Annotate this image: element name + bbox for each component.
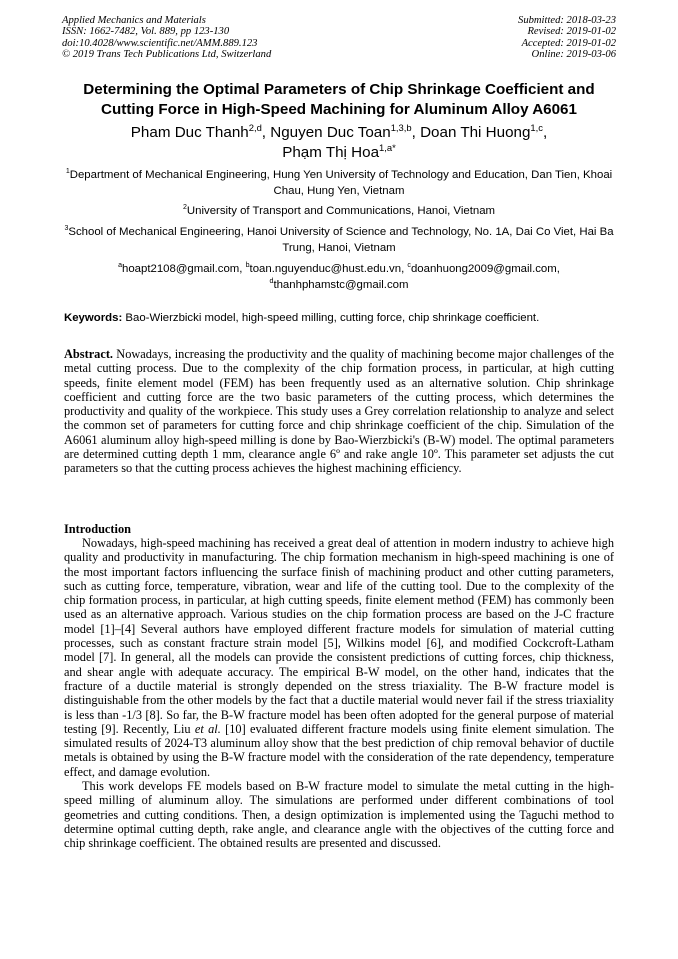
author-separator: , (411, 124, 421, 141)
header-left (62, 15, 271, 60)
author-affil-sup: 1,a* (379, 141, 396, 153)
section-heading-introduction: Introduction (64, 522, 131, 536)
online-date: Online: 2019-03-06 (531, 48, 616, 60)
title-line-2: Cutting Force in High-Speed Machining for Aluminum Alloy A6061 (101, 101, 577, 118)
email-address: hoapt2108@gmail.com, (121, 263, 246, 275)
doi: doi:10.4028/www.scientific.net/AMM.889.123 (62, 37, 258, 49)
paper-title (40, 80, 638, 120)
email-sup: c (407, 262, 411, 270)
intro-paragraph-1 (64, 536, 614, 779)
abstract-label: Abstract. (64, 347, 114, 361)
email-address: thanhphamstc@gmail.com (273, 278, 409, 291)
abstract-text: Nowadays, increasing the productivity and the quality of machining become major challenges of the metal cutting process. Due to the complexity of the chip formation process, in particular, at high cutting speeds, finite element model (FEM) has been frequently used as an alternative solution. Chip shrinkage coefficient and cutting force are the two basic parameters of the cutting process, which determines the productivity and quality of the workpiece. This study uses a Grey correlation relationship to analyze and select the common set of parameters for cutting force and chip shrinkage coefficient of the chip. Simulation of the A6061 aluminum alloy high-speed milling is done by Bao-Wierzbicki's (B-W) model. The optimal parameters are determined cutting depth 1 mm, clearance angle 6º and rake angle 10º. This parameter set adjusts the cut parameters so that the cutting process achieves the highest machining efficiency. (64, 347, 614, 476)
header-right (518, 15, 616, 60)
affiliation-text: University of Transport and Communications, Hanoi, Vietnam (186, 205, 496, 217)
affiliation-number: 2 (182, 204, 187, 212)
email-sup: d (269, 277, 274, 285)
keywords-label: Keywords: (64, 312, 123, 324)
affiliation-text: School of Mechanical Engineering, Hanoi University of Science and Technology, No. 1A, Dai Co Viet, Hai Ba Trung, Hanoi, Vietnam (68, 226, 614, 254)
author-affil-sup: 1,c (530, 121, 543, 133)
intro-text: [10] evaluated different fracture models using finite element simulation. The simulated results of 2024-T3 aluminum alloy show that the best prediction of chip removal behavior of ductile metals is obtained by using the B-W fracture model with the consideration of the rate dependency, temperature effect, and damage evolution. (64, 721, 615, 779)
author-name: Nguyen Duc Toan (270, 124, 391, 141)
intro-paragraph-2: This work develops FE models based on B-W fracture model to simulate the metal cutting in the high-speed milling of aluminum alloy. The simulations are performed under different combinations of tool geometries and cutting conditions. Then, a design optimization is implemented using the Taguchi method to determine optimal cutting depth, rake angle, and clearance angle with the objectives of the cutting force and chip shrinkage coefficient. The obtained results are presented and discussed. (64, 779, 614, 851)
author-emails (62, 262, 616, 293)
issn: ISSN: 1662-7482, Vol. 889, pp 123-130 (62, 26, 230, 38)
author-name: Pham Duc Thanh (130, 124, 249, 141)
author-line-2 (40, 143, 638, 163)
affiliation-2 (62, 204, 616, 220)
author-affil-sup: 1,3,b (390, 121, 412, 133)
affiliation-number: 3 (64, 225, 69, 233)
abstract (64, 347, 614, 476)
intro-italic: et al. (194, 721, 221, 736)
copyright: © 2019 Trans Tech Publications Ltd, Switzerland (62, 48, 272, 60)
author-name: Phạm Thị Hoa (282, 144, 380, 161)
affiliation-number: 1 (65, 168, 70, 176)
affiliation-3 (62, 225, 616, 256)
submitted-date: Submitted: 2018-03-23 (518, 15, 616, 26)
journal-name: Applied Mechanics and Materials (62, 15, 206, 26)
title-line-1: Determining the Optimal Parameters of Chip Shrinkage Coefficient and (83, 81, 595, 98)
email-line-2 (62, 278, 616, 294)
revised-date: Revised: 2019-01-02 (527, 26, 616, 38)
author-separator: , (261, 124, 271, 141)
email-sup: b (245, 262, 250, 270)
email-line-1 (62, 262, 616, 278)
author-affil-sup: 2,d (248, 121, 262, 133)
email-address: doanhuong2009@gmail.com, (410, 263, 560, 275)
author-name: Doan Thi Huong (420, 124, 531, 141)
affiliation-1 (62, 168, 616, 199)
keywords (64, 311, 618, 326)
author-list (40, 123, 638, 163)
author-line-1 (40, 123, 638, 143)
keywords-text: Bao-Wierzbicki model, high-speed milling, cutting force, chip shrinkage coefficient. (122, 312, 540, 324)
email-address: toan.nguyenduc@hust.edu.vn, (249, 263, 408, 275)
intro-text: Nowadays, high-speed machining has received a great deal of attention in modern industry to achieve high quality and productivity in manufacturing. The chip formation mechanism in high-speed machining is one of the most important factors influencing the surface finish of machining product and other cutting parameters, such as cutting force, temperature, vibration, wear and life of the cutting tool. Due to the complexity of the chip formation process, in particular, at high cutting speeds, finite element method (FEM) has commonly been used as an alternative approach. Various studies on the chip formation process are based on the J-C fracture model [1]–[4] Several authors have employed different fracture models for simulation of material cutting processes, such as constant fracture strain model [5], Wilkins model [6], and modified Cockcroft-Latham model [7]. In general, all the models can provide the consistent predictions of cutting forces, chip thickness, and shear angle with adequate accuracy. The empirical B-W model, on the other hand, indicates that the fracture of a ductile material is strongly depended on the stress triaxiality. The B-W fracture model is distinguishable from the other models by the fact that a ductile material would never fail if the stress triaxiality is less than -1/3 [8]. So far, the B-W fracture model has been often adopted for the general purpose of material testing [9]. Recently, Liu (64, 536, 614, 736)
author-separator: , (542, 124, 548, 141)
introduction-body (64, 536, 614, 851)
accepted-date: Accepted: 2019-01-02 (521, 37, 616, 49)
affiliation-text: Department of Mechanical Engineering, Hung Yen University of Technology and Education, Dan Tien, Khoai Chau, Hung Yen, Vietnam (69, 169, 613, 197)
email-sup: a (118, 262, 122, 270)
